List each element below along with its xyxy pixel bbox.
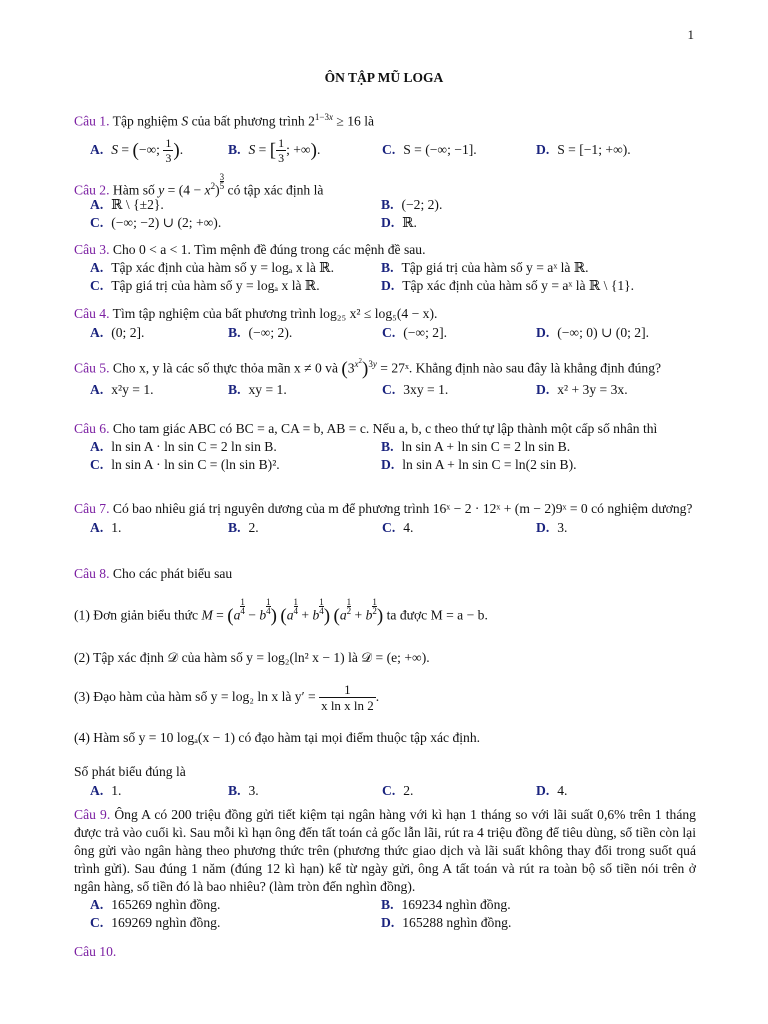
option-d[interactable]: D. Tập xác định của hàm số y = aˣ là ℝ \ {1}. xyxy=(381,278,635,293)
option-c[interactable]: C. S = (−∞; −1]. xyxy=(382,141,477,157)
question-6: Câu 6. Cho tam giác ABC có BC = a, CA = b, AB = c. Nếu a, b, c theo thứ tự lập thành một cấp số nhân thì A. ln sin A · ln sin C = 2 ln sin B. B. ln sin A + ln sin C = 2 ln sin B. C. ln sin A · ln sin C = (ln sin B)². D. ln sin A + ln sin C = ln(2 sin B). xyxy=(74,420,696,474)
option-a[interactable]: A. 165269 nghìn đồng. xyxy=(90,897,221,912)
option-b[interactable]: B. (−∞; 2). xyxy=(228,325,293,340)
option-c[interactable]: C. 169269 nghìn đồng. xyxy=(90,915,221,930)
option-d[interactable]: D. (−∞; 0) ∪ (0; 2]. xyxy=(536,325,650,340)
option-b[interactable]: B. xy = 1. xyxy=(228,381,287,397)
option-b[interactable]: B. 3. xyxy=(228,783,259,798)
statement-4: (4) Hàm số y = 10 logₐ(x − 1) có đạo hàm tại mọi điểm thuộc tập xác định. xyxy=(74,730,481,745)
question-7: Câu 7. Có bao nhiêu giá trị nguyên dương của m để phương trình 16ˣ − 2 · 12ˣ + (m − 2)9ˣ = 0 có nghiệm dương? A. 1. B. 2. C. 4. D. 3. xyxy=(74,501,693,535)
page-title: ÔN TẬP MŨ LOGA xyxy=(324,70,444,85)
option-d[interactable]: D. 3. xyxy=(536,520,568,535)
option-c[interactable]: C. Tập giá trị của hàm số y = logₐ x là ℝ. xyxy=(90,278,320,293)
option-c[interactable]: C. ln sin A · ln sin C = (ln sin B)². xyxy=(90,457,280,472)
option-a[interactable]: A. 1. xyxy=(90,520,122,535)
option-d[interactable]: D. ℝ. xyxy=(381,215,417,230)
option-a[interactable]: A. (0; 2]. xyxy=(90,325,145,340)
option-a[interactable]: A. Tập xác định của hàm số y = logₐ x là ℝ. xyxy=(90,260,334,275)
option-b[interactable]: B. 169234 nghìn đồng. xyxy=(381,897,511,912)
option-b[interactable]: B. Tập giá trị của hàm số y = aˣ là ℝ. xyxy=(381,260,589,275)
option-a[interactable]: A. x²y = 1. xyxy=(90,381,154,397)
question-8: Câu 8. Cho các phát biểu sau xyxy=(74,566,233,581)
option-b[interactable]: B. ln sin A + ln sin C = 2 ln sin B. xyxy=(381,439,571,454)
question-label: Câu 1. xyxy=(74,113,110,129)
statement-3: (3) Đạo hàm của hàm số y = log₂ ln x là y′ = $\frac{1}{\text{x ln x ln 2}}$ . xyxy=(74,682,380,714)
option-a[interactable]: A. S = (−∞; $\frac{1}{3}$ ). xyxy=(90,135,184,165)
statement-2: (2) Tập xác định 𝒟 của hàm số y = log₂(ln² x − 1) là 𝒟 = (e; +∞). xyxy=(74,650,430,665)
page-number: 1 xyxy=(687,27,694,42)
question-2: Câu 2. Hàm số $y = (4 - x^2)$ $\frac{3}{5}$ có tập xác định là A. ℝ \ {±2}. B. (−2; 2). C. (−∞; −2) ∪ (2; +∞). D. ℝ. xyxy=(74,172,696,232)
option-d[interactable]: D. ln sin A + ln sin C = ln(2 sin B). xyxy=(381,457,577,472)
statement-1: (1) Đơn giản biểu thức M = (a $\frac{1}{4}$ − b $\frac{1}{4}$ ) (a $\frac{1}{4}$ + b $\frac{1}{4}$ ) (a $\frac{1}{2}$ + b $\frac{1}{2}$ ) ta được M = a − b. xyxy=(74,597,488,627)
option-b[interactable]: B. 2. xyxy=(228,520,259,535)
option-a[interactable]: A. ln sin A · ln sin C = 2 ln sin B. xyxy=(90,439,277,454)
option-c[interactable]: C. 3xy = 1. xyxy=(382,381,449,397)
option-a[interactable]: A. 1. xyxy=(90,783,122,798)
question-5: Câu 5. Cho x, y là các số thực thỏa mãn x ≠ 0 và $(3^{x^2})^{3y}$ = 27ˣ. Khẳng định nào sau đây là khẳng định đúng? A. x²y = 1. B. xy = 1. C. 3xy = 1. D. x² + 3y = 3x. xyxy=(74,350,696,399)
option-c[interactable]: C. (−∞; 2]. xyxy=(382,325,448,340)
option-a[interactable]: A. ℝ \ {±2}. xyxy=(90,197,164,212)
option-c[interactable]: C. 4. xyxy=(382,520,414,535)
option-c[interactable]: C. (−∞; −2) ∪ (2; +∞). xyxy=(90,215,222,230)
question-4: Câu 4. Tìm tập nghiệm của bất phương trình log₂₅ x² ≤ log₅(4 − x). A. (0; 2]. B. (−∞; 2). C. (−∞; 2]. D. (−∞; 0) ∪ (0; 2]. xyxy=(74,305,696,342)
question-8-prompt: Số phát biểu đúng là A. 1. B. 3. C. 2. D. 4. xyxy=(74,763,696,800)
question-1: Câu 1. Tập nghiệm S của bất phương trình $2^{1-3x} \ge 16$ là A. S = (−∞; $\frac{1}{3}$ ). B. S = [ $\frac{1}{3}$ ; +∞). C. S = (−∞; −1]. D. S = [−1; +∞). xyxy=(74,108,696,163)
question-3: Câu 3. Cho 0 < a < 1. Tìm mệnh đề đúng trong các mệnh đề sau. A. Tập xác định của hàm số y = logₐ x là ℝ. B. Tập giá trị của hàm số y = aˣ là ℝ. C. Tập giá trị của hàm số y = logₐ x là ℝ. D. Tập xác định của hàm số y = aˣ là ℝ \ {1}. xyxy=(74,241,696,295)
option-d[interactable]: D. x² + 3y = 3x. xyxy=(536,381,628,397)
option-c[interactable]: C. 2. xyxy=(382,783,414,798)
option-d[interactable]: D. S = [−1; +∞). xyxy=(536,141,631,157)
question-10: Câu 10. xyxy=(74,944,117,959)
option-b[interactable]: B. (−2; 2). xyxy=(381,197,443,212)
question-9: Câu 9. Ông A có 200 triệu đồng gửi tiết kiệm tại ngân hàng với kì hạn 1 tháng so với lãi suất 0,6% trên 1 tháng được trả vào cuối kì. Sau mỗi kì hạn ông đến tất toán cả gốc lẫn lãi, rút ra 4 triệu đồng để tiêu dùng, số tiền còn lại ông gửi vào ngân hàng theo phương thức trên (phương thức giao dịch và lãi suất không thay đổi trong suốt quá trình gửi). Sau đúng 1 năm (đúng 12 kì hạn) kể từ ngày gửi, ông A tất toán và rút ra toàn bộ số tiền nói trên ở ngân hàng, số tiền đó là bao nhiêu? (làm tròn đến nghìn đồng). A. 165269 nghìn đồng. B. 169234 nghìn đồng. C. 169269 nghìn đồng. D. 165288 nghìn đồng. xyxy=(74,807,696,930)
option-b[interactable]: B. S = [ $\frac{1}{3}$ ; +∞). xyxy=(228,135,321,165)
option-d[interactable]: D. 4. xyxy=(536,783,568,798)
option-d[interactable]: D. 165288 nghìn đồng. xyxy=(381,915,512,930)
